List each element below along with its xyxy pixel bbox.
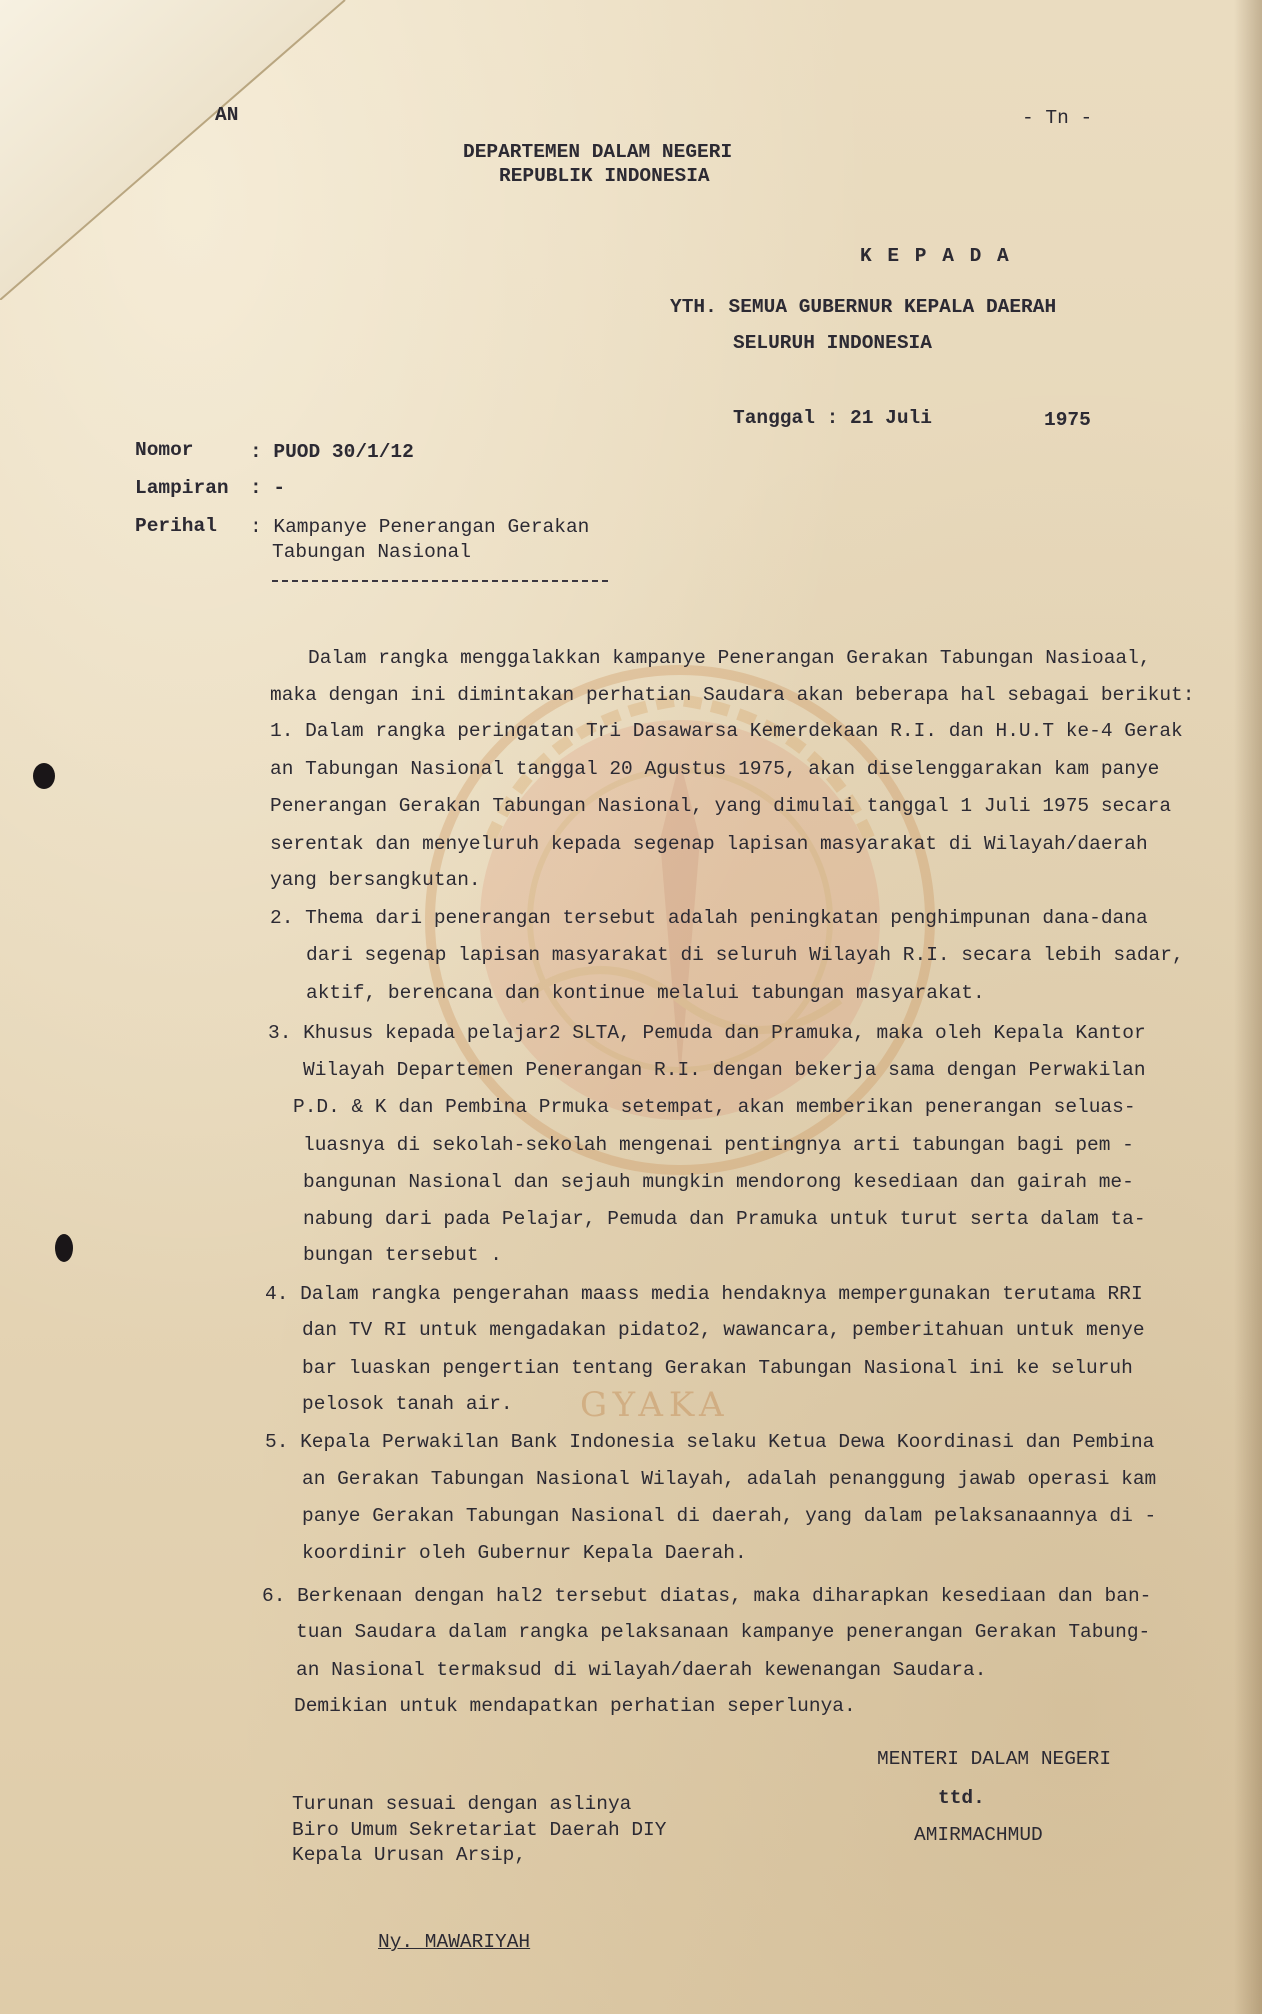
folded-corner bbox=[0, 0, 380, 300]
intro-line1: Dalam rangka menggalakkan kampanye Penerangan Gerakan Tabungan Nasioaal, bbox=[308, 647, 1151, 669]
department-title: DEPARTEMEN DALAM NEGERI bbox=[463, 141, 733, 163]
point6-line1: 6. Berkenaan dengan hal2 tersebut diatas, maka diharapkan kesediaan dan ban- bbox=[262, 1585, 1152, 1607]
point5-line4: koordinir oleh Gubernur Kepala Daerah. bbox=[302, 1542, 747, 1564]
point4-line4: pelosok tanah air. bbox=[302, 1393, 513, 1415]
intro-line2: maka dengan ini dimintakan perhatian Saudara akan beberapa hal sebagai berikut: bbox=[270, 684, 1195, 706]
point3-line5: bangunan Nasional dan sejauh mungkin mendorong kesediaan dan gairah me- bbox=[303, 1171, 1134, 1193]
point5-line2: an Gerakan Tabungan Nasional Wilayah, adalah penanggung jawab operasi kam bbox=[302, 1468, 1157, 1490]
page-mark: - Tn - bbox=[1022, 107, 1093, 129]
point5-line1: 5. Kepala Perwakilan Bank Indonesia selaku Ketua Dewa Koordinasi dan Pembina bbox=[265, 1431, 1155, 1453]
point6-line3: an Nasional termaksud di wilayah/daerah kewenangan Saudara. bbox=[296, 1659, 987, 1681]
point4-line1: 4. Dalam rangka pengerahan maass media hendaknya mempergunakan terutama RRI bbox=[265, 1283, 1143, 1305]
perihal-value-line1: : Kampanye Penerangan Gerakan bbox=[250, 516, 590, 538]
recipient-line2: SELURUH INDONESIA bbox=[733, 332, 932, 354]
date-label: Tanggal : 21 Juli bbox=[733, 407, 932, 429]
point4-line2: dan TV RI untuk mengadakan pidato2, wawancara, pemberitahuan untuk menye bbox=[302, 1319, 1145, 1341]
point3-line2: Wilayah Departemen Penerangan R.I. dengan bekerja sama dengan Perwakilan bbox=[303, 1059, 1146, 1081]
closing-line: Demikian untuk mendapatkan perhatian seperlunya. bbox=[294, 1695, 856, 1717]
point3-line7: bungan tersebut . bbox=[303, 1244, 502, 1266]
copy-note-line1: Turunan sesuai dengan aslinya bbox=[292, 1793, 632, 1815]
perihal-label: Perihal bbox=[135, 515, 217, 537]
punch-hole-bottom bbox=[55, 1234, 73, 1262]
point1-line5: yang bersangkutan. bbox=[270, 869, 481, 891]
kepada-label: K E P A D A bbox=[860, 245, 1011, 267]
lampiran-label: Lampiran bbox=[135, 477, 229, 499]
edge-shadow bbox=[1234, 0, 1262, 2014]
copy-signer-name: Ny. MAWARIYAH bbox=[378, 1931, 531, 1953]
point1-line2: an Tabungan Nasional tanggal 20 Agustus 1975, akan diselenggarakan kam panye bbox=[270, 758, 1160, 780]
perihal-value-line2: Tabungan Nasional bbox=[272, 541, 471, 563]
point1-line3: Penerangan Gerakan Tabungan Nasional, yang dimulai tanggal 1 Juli 1975 secara bbox=[270, 795, 1172, 817]
point4-line3: bar luaskan pengertian tentang Gerakan Tabungan Nasional ini ke seluruh bbox=[302, 1357, 1133, 1379]
recipient-line1: YTH. SEMUA GUBERNUR KEPALA DAERAH bbox=[670, 296, 1057, 318]
point5-line3: panye Gerakan Tabungan Nasional di daerah, yang dalam pelaksanaannya di - bbox=[302, 1505, 1157, 1527]
signature-title: MENTERI DALAM NEGERI bbox=[877, 1748, 1112, 1770]
nomor-value: : PUOD 30/1/12 bbox=[250, 441, 414, 463]
lampiran-value: : - bbox=[250, 477, 286, 499]
point1-line4: serentak dan menyeluruh kepada segenap lapisan masyarakat di Wilayah/daerah bbox=[270, 833, 1148, 855]
nomor-label: Nomor bbox=[135, 439, 194, 461]
point2-line1: 2. Thema dari penerangan tersebut adalah peningkatan penghimpunan dana-dana bbox=[270, 907, 1148, 929]
point3-line6: nabung dari pada Pelajar, Pemuda dan Pramuka untuk turut serta dalam ta- bbox=[303, 1208, 1146, 1230]
point3-line1: 3. Khusus kepada pelajar2 SLTA, Pemuda dan Pramuka, maka oleh Kepala Kantor bbox=[268, 1022, 1146, 1044]
point3-line3: P.D. & K dan Pembina Prmuka setempat, akan memberikan penerangan seluas- bbox=[293, 1096, 1136, 1118]
point2-line2: dari segenap lapisan masyarakat di seluruh Wilayah R.I. secara lebih sadar, bbox=[306, 944, 1184, 966]
point1-line1: 1. Dalam rangka peringatan Tri Dasawarsa Kemerdekaan R.I. dan H.U.T ke-4 Gerak bbox=[270, 720, 1183, 742]
copy-note-line3: Kepala Urusan Arsip, bbox=[292, 1844, 527, 1866]
watermark-text: GYAKA bbox=[580, 1385, 730, 1425]
perihal-underline bbox=[272, 580, 608, 582]
department-subtitle: REPUBLIK INDONESIA bbox=[499, 165, 710, 187]
point6-line2: tuan Saudara dalam rangka pelaksanaan kampanye penerangan Gerakan Tabung- bbox=[296, 1621, 1151, 1643]
point2-line3: aktif, berencana dan kontinue melalui tabungan masyarakat. bbox=[306, 982, 985, 1004]
signature-ttd: ttd. bbox=[938, 1787, 985, 1809]
point3-line4: luasnya di sekolah-sekolah mengenai pentingnya arti tabungan bagi pem - bbox=[303, 1134, 1134, 1156]
punch-hole-top bbox=[33, 763, 55, 789]
date-year: 1975 bbox=[1044, 409, 1091, 431]
signature-name: AMIRMACHMUD bbox=[914, 1824, 1043, 1846]
header-fragment: AN bbox=[215, 104, 239, 126]
copy-note-line2: Biro Umum Sekretariat Daerah DIY bbox=[292, 1819, 667, 1841]
